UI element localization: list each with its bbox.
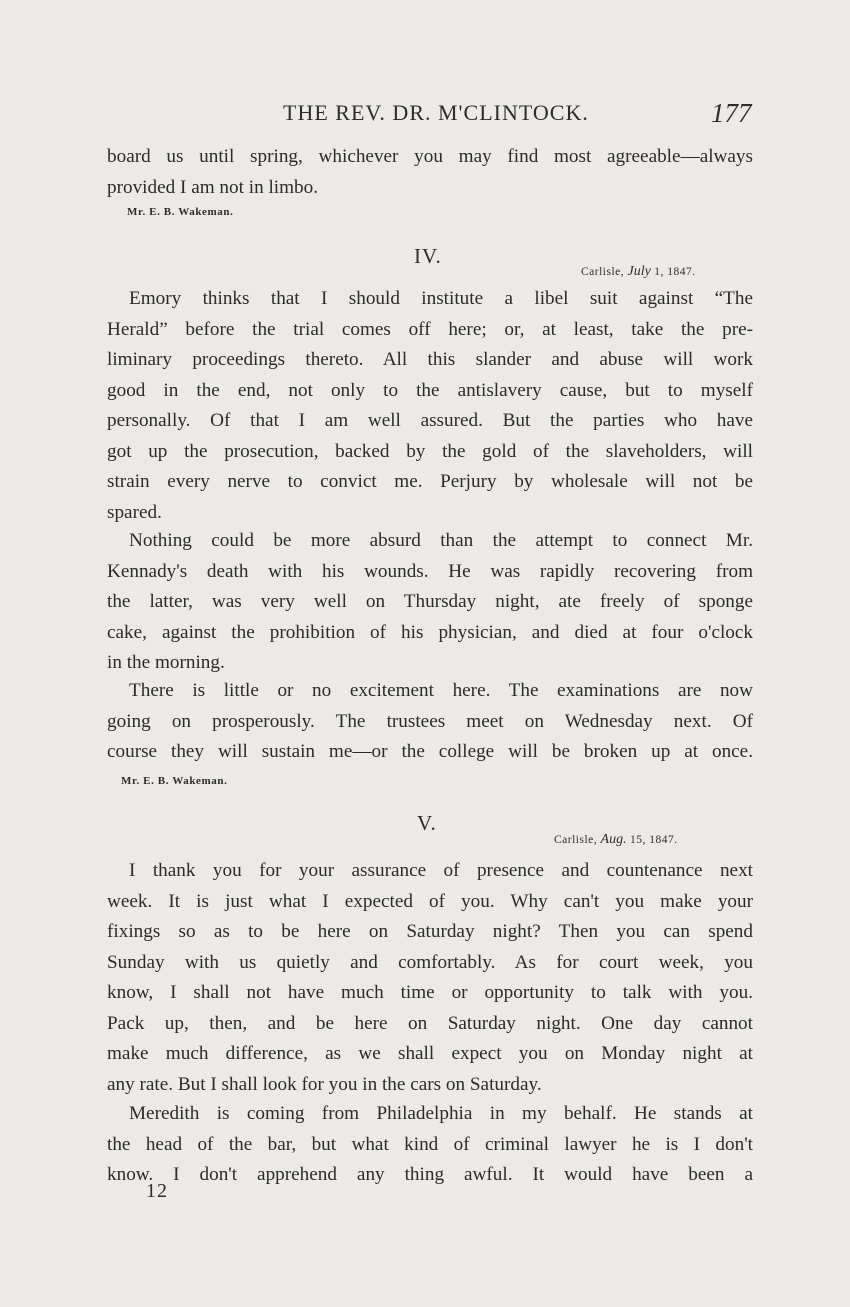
- text-line: Sunday with us quietly and comfortably. As for court week, you: [107, 951, 753, 973]
- letter-v-paragraph-1: [107, 856, 753, 1100]
- running-title: THE REV. DR. M'CLINTOCK.: [283, 100, 589, 125]
- continuation-text: [107, 142, 753, 203]
- page-number: 177: [711, 98, 752, 128]
- text-line: any rate. But I shall look for you in the cars on Saturday.: [107, 1073, 542, 1095]
- text-line: There is little or no excitement here. The examinations are now: [129, 680, 753, 701]
- text-line: provided I am not in limbo.: [107, 176, 319, 198]
- text-line: got up the prosecution, backed by the gold of the slaveholders, will: [107, 440, 753, 462]
- text-line: spared.: [107, 501, 162, 523]
- dateline-date: 1, 1847.: [654, 266, 696, 278]
- dateline-date: 15, 1847.: [629, 834, 678, 846]
- text-line: course they will sustain me—or the college will be broken up at once.: [107, 741, 753, 762]
- dateline: [554, 832, 678, 848]
- text-line: Nothing could be more absurd than the attempt to connect Mr.: [129, 530, 753, 551]
- text-line: personally. Of that I am well assured. But the parties who have: [107, 410, 753, 431]
- letter-number: V.: [417, 811, 437, 835]
- text-line: board us until spring, whichever you may find most agreeable—always: [107, 146, 753, 167]
- text-line: going on prosperously. The trustees meet on Wednesday next. Of: [107, 710, 753, 732]
- printer-signature-mark: 12: [146, 1180, 168, 1202]
- text-line: Pack up, then, and be here on Saturday night. One day cannot: [107, 1012, 753, 1034]
- text-line: cake, against the prohibition of his physician, and died at four o'clock: [107, 621, 753, 643]
- letter-v-paragraph-2: [107, 1099, 753, 1191]
- text-line: Kennady's death with his wounds. He was rapidly recovering from: [107, 560, 753, 582]
- text-line: the head of the bar, but what kind of criminal lawyer he is I don't: [107, 1133, 753, 1155]
- dateline-place: Carlisle,: [554, 834, 598, 846]
- letter-iv-paragraph-3: [107, 676, 753, 768]
- text-line: know, I shall not have much time or opportunity to talk with you.: [107, 982, 753, 1003]
- dateline-month: Aug.: [600, 832, 627, 847]
- letter-recipient: Mr. E. B. Wakeman.: [121, 775, 228, 787]
- dateline-place: Carlisle,: [581, 266, 625, 278]
- text-line: Herald” before the trial comes off here; or, at least, take the pre-: [107, 318, 753, 340]
- letter-iv-paragraph-2: [107, 526, 753, 679]
- letter-iv-paragraph-1: [107, 284, 753, 528]
- letter-number: IV.: [414, 244, 442, 268]
- dateline-month: July: [627, 264, 651, 279]
- text-line: the latter, was very well on Thursday night, ate freely of sponge: [107, 591, 753, 612]
- text-line: Meredith is coming from Philadelphia in my behalf. He stands at: [129, 1103, 753, 1124]
- text-line: fixings so as to be here on Saturday night? Then you can spend: [107, 921, 753, 942]
- text-line: Emory thinks that I should institute a libel suit against “The: [129, 288, 753, 309]
- text-line: in the morning.: [107, 652, 225, 673]
- letter-recipient: Mr. E. B. Wakeman.: [127, 206, 234, 218]
- text-line: week. It is just what I expected of you. Why can't you make your: [107, 890, 753, 912]
- text-line: I thank you for your assurance of presence and countenance next: [129, 860, 753, 881]
- running-head: [0, 98, 850, 132]
- text-line: know. I don't apprehend any thing awful. It would have been a: [107, 1164, 753, 1185]
- text-line: strain every nerve to convict me. Perjury by wholesale will not be: [107, 471, 753, 492]
- dateline: [581, 264, 696, 280]
- text-line: liminary proceedings thereto. All this slander and abuse will work: [107, 349, 753, 370]
- text-line: good in the end, not only to the antislavery cause, but to myself: [107, 379, 753, 401]
- text-line: make much difference, as we shall expect you on Monday night at: [107, 1043, 753, 1064]
